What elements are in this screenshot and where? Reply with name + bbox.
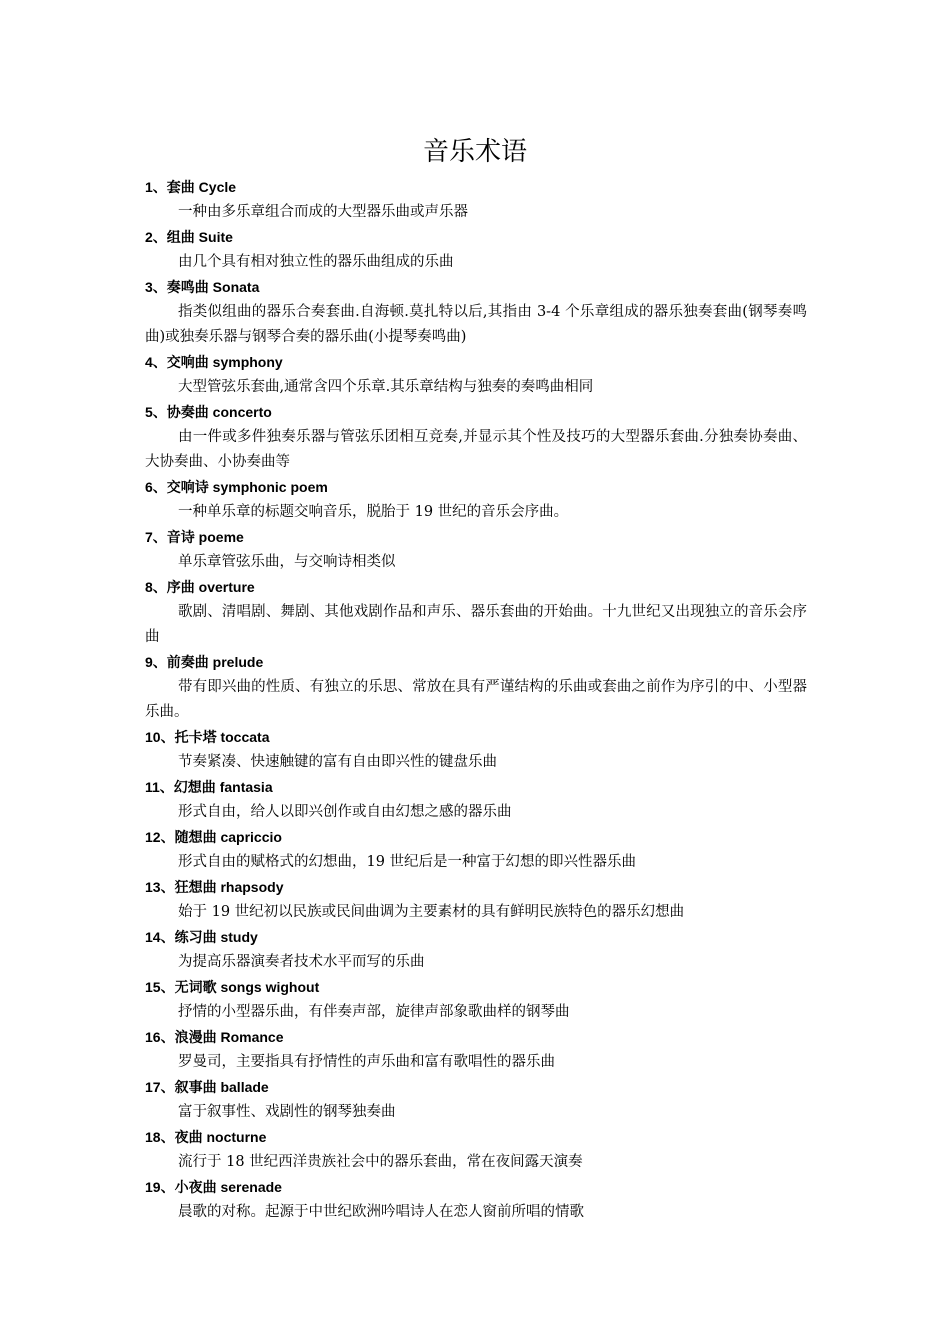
term-definition: 节奏紧凑、快速触键的富有自由即兴性的键盘乐曲 — [178, 754, 497, 770]
term-definition: 一种单乐章的标题交响音乐，脱胎于 19 世纪的音乐会序曲。 — [178, 504, 569, 520]
term-entry — [145, 825, 807, 875]
term-definition: 流行于 18 世纪西洋贵族社会中的器乐套曲，常在夜间露天演奏 — [178, 1154, 583, 1170]
term-heading: 11、幻想曲 fantasia — [145, 779, 273, 795]
term-definition: 形式自由，给人以即兴创作或自由幻想之感的器乐曲 — [178, 804, 512, 820]
term-entry — [145, 350, 807, 400]
term-heading: 10、托卡塔 toccata — [145, 729, 270, 745]
document-title: 音乐术语 — [422, 137, 527, 167]
term-entry — [145, 400, 807, 475]
term-definition: 单乐章管弦乐曲，与交响诗相类似 — [178, 554, 396, 570]
term-heading: 18、夜曲 nocturne — [145, 1129, 267, 1145]
term-list — [145, 175, 807, 1225]
term-heading: 1、套曲 Cycle — [145, 179, 237, 195]
term-definition: 始于 19 世纪初以民族或民间曲调为主要素材的具有鲜明民族特色的器乐幻想曲 — [178, 904, 685, 920]
term-heading: 9、前奏曲 prelude — [145, 654, 264, 670]
term-definition: 一种由多乐章组合而成的大型器乐曲或声乐器 — [178, 204, 468, 220]
term-definition: 歌剧、清唱剧、舞剧、其他戏剧作品和声乐、器乐套曲的开始曲。十九世纪又出现独立的音乐会序曲 — [145, 604, 807, 645]
term-entry — [145, 975, 807, 1025]
term-definition: 晨歌的对称。起源于中世纪欧洲吟唱诗人在恋人窗前所唱的情歌 — [178, 1204, 584, 1220]
term-entry — [145, 1125, 807, 1175]
term-entry — [145, 475, 807, 525]
term-heading: 14、练习曲 study — [145, 929, 258, 945]
term-heading: 8、序曲 overture — [145, 579, 255, 595]
term-entry — [145, 175, 807, 225]
term-entry — [145, 1175, 807, 1225]
term-entry — [145, 1075, 807, 1125]
term-entry — [145, 925, 807, 975]
term-definition: 为提高乐器演奏者技术水平而写的乐曲 — [178, 954, 425, 970]
term-definition: 带有即兴曲的性质、有独立的乐思、常放在具有严谨结构的乐曲或套曲之前作为序引的中、小型器乐曲。 — [145, 679, 807, 720]
term-definition: 罗曼司，主要指具有抒情性的声乐曲和富有歌唱性的器乐曲 — [178, 1054, 555, 1070]
term-entry — [145, 650, 807, 725]
term-heading: 13、狂想曲 rhapsody — [145, 879, 284, 895]
term-heading: 16、浪漫曲 Romance — [145, 1029, 284, 1045]
term-heading: 12、随想曲 capriccio — [145, 829, 282, 845]
term-heading: 4、交响曲 symphony — [145, 354, 283, 370]
term-entry — [145, 1025, 807, 1075]
term-definition: 指类似组曲的器乐合奏套曲.自海顿.莫扎特以后,其指由 3-4 个乐章组成的器乐独奏套曲(钢琴奏鸣曲)或独奏乐器与钢琴合奏的器乐曲(小提琴奏鸣曲) — [145, 304, 807, 345]
term-definition: 抒情的小型器乐曲，有伴奏声部，旋律声部象歌曲样的钢琴曲 — [178, 1004, 570, 1020]
term-definition: 由几个具有相对独立性的器乐曲组成的乐曲 — [178, 254, 454, 270]
term-entry — [145, 275, 807, 350]
term-definition: 富于叙事性、戏剧性的钢琴独奏曲 — [178, 1104, 396, 1120]
term-heading: 19、小夜曲 serenade — [145, 1179, 282, 1195]
term-heading: 3、奏鸣曲 Sonata — [145, 279, 260, 295]
term-definition: 大型管弦乐套曲,通常含四个乐章.其乐章结构与独奏的奏鸣曲相同 — [178, 379, 594, 395]
term-heading: 17、叙事曲 ballade — [145, 1079, 269, 1095]
term-definition: 由一件或多件独奏乐器与管弦乐团相互竞奏,并显示其个性及技巧的大型器乐套曲.分独奏协奏曲、大协奏曲、小协奏曲等 — [145, 429, 807, 470]
term-heading: 7、音诗 poeme — [145, 529, 244, 545]
term-entry — [145, 775, 807, 825]
term-heading: 5、协奏曲 concerto — [145, 404, 272, 420]
term-entry — [145, 575, 807, 650]
term-heading: 15、无词歌 songs wighout — [145, 979, 320, 995]
term-entry — [145, 725, 807, 775]
term-entry — [145, 525, 807, 575]
term-entry — [145, 875, 807, 925]
term-heading: 6、交响诗 symphonic poem — [145, 479, 328, 495]
term-heading: 2、组曲 Suite — [145, 229, 233, 245]
term-definition: 形式自由的赋格式的幻想曲，19 世纪后是一种富于幻想的即兴性器乐曲 — [178, 854, 637, 870]
term-entry — [145, 225, 807, 275]
